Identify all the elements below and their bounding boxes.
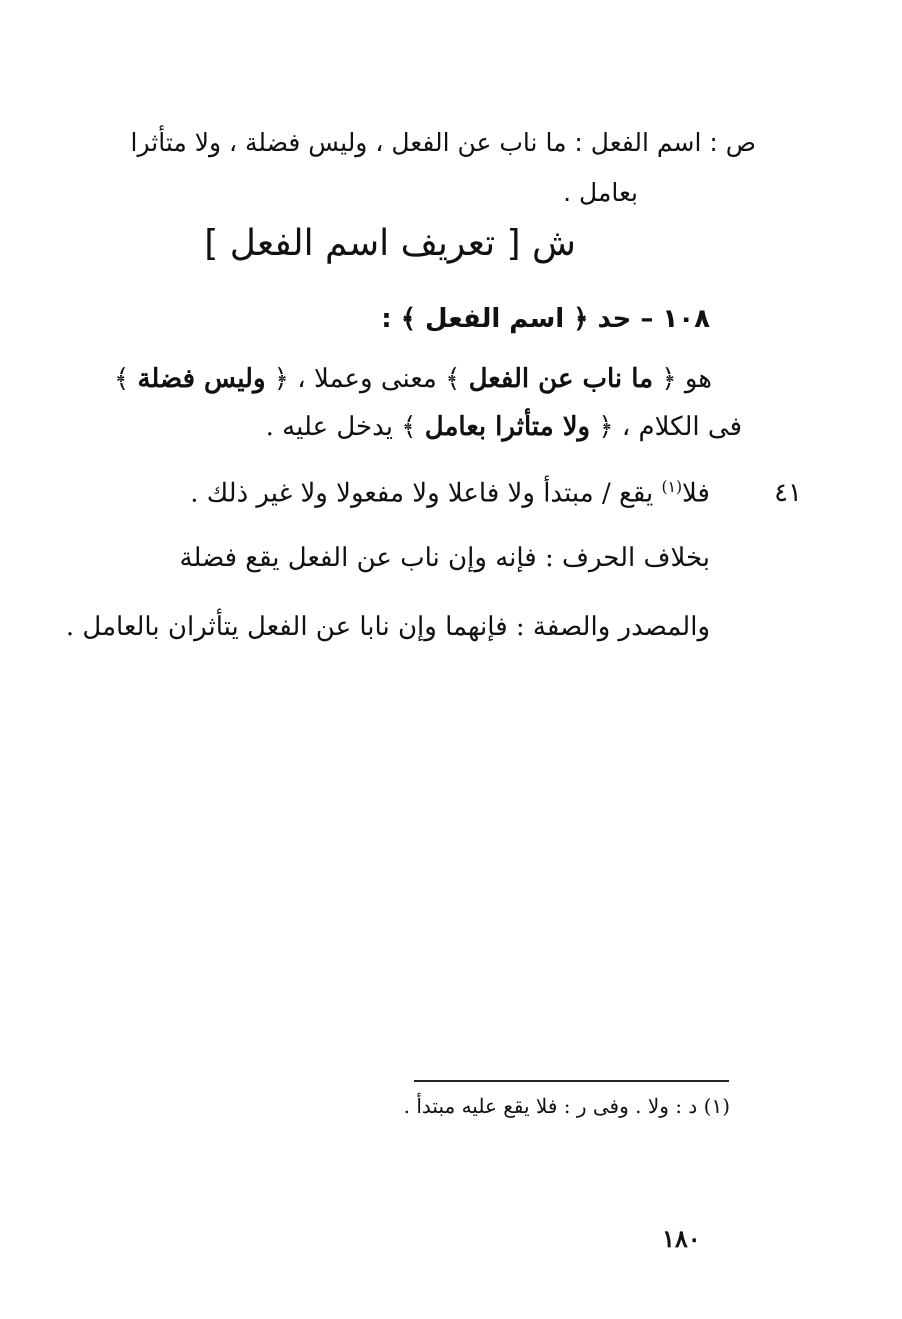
- definition-bold-phrase: وليس فضلة: [137, 364, 266, 394]
- definition-text: ﴾: [113, 364, 130, 394]
- definition-line-1: [114, 366, 712, 392]
- matn-line-1: ص : اسم الفعل : ما ناب عن الفعل ، وليس فضلة ، ولا متأثرا: [130, 128, 756, 157]
- definition-line-2: [266, 414, 742, 440]
- definition-bold-phrase: ما ناب عن الفعل: [468, 364, 654, 394]
- body-line-2: بخلاف الحرف : فإنه وإن ناب عن الفعل يقع فضلة: [179, 543, 710, 573]
- body-line-3: والمصدر والصفة : فإنهما وإن نابا عن الفعل يتأثران بالعامل .: [65, 612, 710, 642]
- margin-manuscript-number: ٤١: [774, 478, 802, 508]
- footnote-reference[interactable]: (١): [661, 478, 683, 496]
- matn-line-2: بعامل .: [563, 178, 638, 207]
- subheading: [381, 306, 710, 332]
- definition-text: ﴾ معنى وعملا ، ﴿: [273, 364, 461, 394]
- body-text: يقع / مبتدأ ولا فاعلا ولا مفعولا ولا غير ذلك .: [190, 478, 662, 509]
- page-number: ١٨٠: [662, 1224, 701, 1253]
- subheading-number: ١٠٨: [662, 304, 710, 334]
- definition-text: هو ﴿: [661, 364, 712, 394]
- definition-text: فى الكلام ، ﴿: [598, 412, 742, 442]
- subheading-text: – حد ﴿ اسم الفعل ﴾ :: [381, 304, 654, 334]
- body-line-1: [190, 480, 710, 507]
- body-text: فلا: [682, 478, 710, 509]
- section-heading: ش [ تعريف اسم الفعل ]: [204, 223, 576, 264]
- footnote-text: (١) د : ولا . وفى ر : فلا يقع عليه مبتدأ .: [403, 1094, 730, 1118]
- definition-text: ﴾ يدخل عليه .: [265, 412, 417, 442]
- definition-bold-phrase: ولا متأثرا بعامل: [424, 412, 591, 442]
- footnote-divider: [414, 1080, 729, 1082]
